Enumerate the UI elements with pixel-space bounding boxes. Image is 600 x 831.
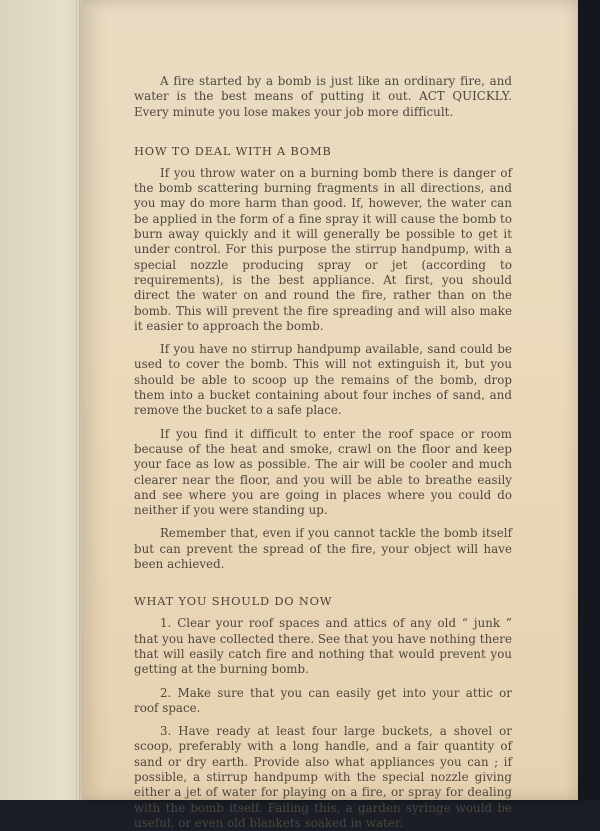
body-paragraph: If you throw water on a burning bomb there is danger of the bomb scattering burning fragments in all directions, and you may do more harm than good. If, however, the water can be applied in the form of a fine spray it will cause the bomb to burn away quickly and it will generally be possible to get it under control. For this purpose the stirrup handpump, with a special nozzle producing spray or jet (according to requirements), is the best appliance. At first, you should direct the water on and round the fire, rather than on the bomb. This will prevent the fire spreading and will also make it easier to approach the bomb. — [134, 165, 512, 333]
list-item: 2. Make sure that you can easily get into your attic or roof space. — [134, 685, 512, 715]
intro-emphasis: ACT QUICKLY. — [419, 89, 512, 104]
list-item: 1. Clear your roof spaces and attics of any old “ junk ” that you have collected there. See that you have nothing there that will easily catch fire and nothing that would prevent you getting at the burning bomb. — [134, 616, 512, 677]
body-paragraph: Remember that, even if you cannot tackle the bomb itself but can prevent the spread of the fire, your object will have been achieved. — [134, 526, 512, 572]
leaflet-page — [82, 0, 578, 830]
intro-text-end: Every minute you lose makes your job more difficult. — [134, 104, 454, 119]
list-item: 3. Have ready at least four large buckets, a shovel or scoop, preferably with a long handle, and a fair quantity of sand or dry earth. Provide also what appliances you can ; if possible, a stirrup handpump with the special nozzle giving either a jet of water for playing on a fire, or spray for dealing with the bomb itself. Failing this, a garden syringe would be useful, or even old blankets soaked in water. — [134, 724, 512, 830]
body-paragraph: If you find it difficult to enter the roof space or room because of the heat and smoke, crawl on the floor and keep your face as low as possible. The air will be cooler and much clearer near the floor, and you will be able to breathe easily and see where you are going in places where you could do neither if you were standing up. — [134, 426, 512, 518]
intro-text: A fire started by a bomb is just like an ordinary fire, and water is the best means of putting it out. — [134, 74, 512, 104]
section-heading-what-to-do-now: WHAT YOU SHOULD DO NOW — [134, 594, 333, 609]
page-fold — [76, 0, 80, 800]
intro-paragraph — [134, 74, 512, 120]
section-heading-deal-with-bomb: HOW TO DEAL WITH A BOMB — [134, 143, 332, 158]
body-paragraph: If you have no stirrup handpump available, sand could be used to cover the bomb. This will not extinguish it, but you should be able to scoop up the remains of the bomb, drop them into a bucket containing about four inches of sand, and remove the bucket to a safe place. — [134, 342, 512, 418]
background-shadow — [578, 0, 600, 800]
